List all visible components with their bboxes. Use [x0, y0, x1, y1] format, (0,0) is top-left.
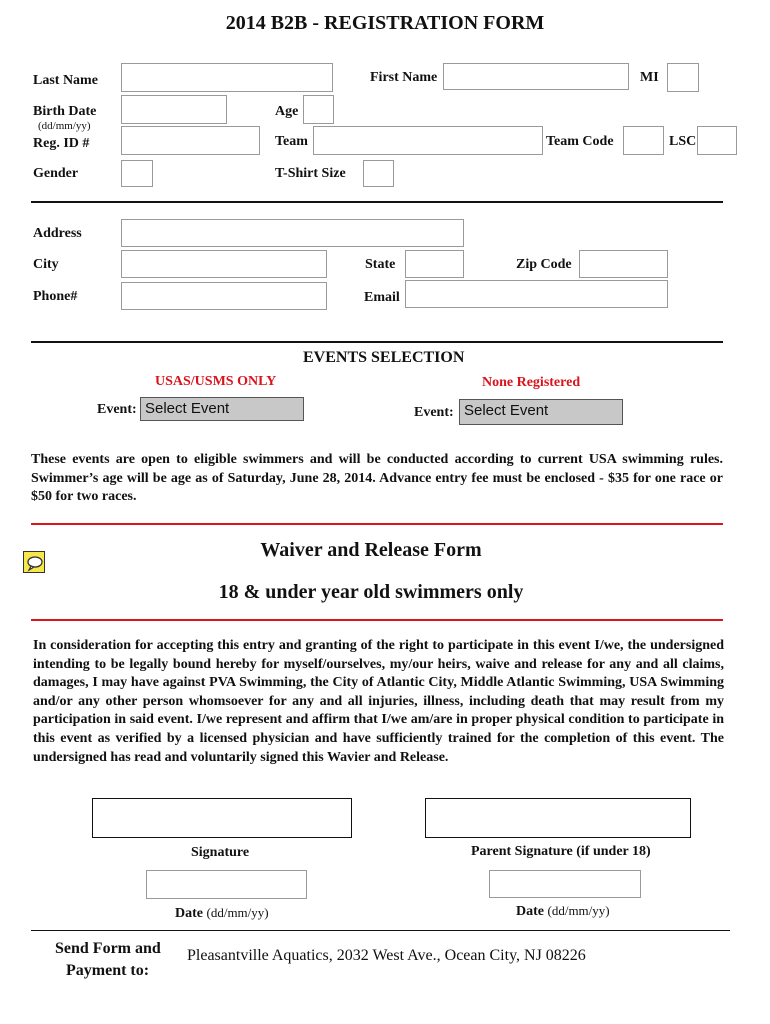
waiver-text: In consideration for accepting this entry and granting of the right to participate in this event I/we, the undersigned intending to be legally bound hereby for myself/ourselves, my/our heirs, waive and release for any and all claims, damages, I may have against PVA Swimming, the City of Atlantic City, Middle Atlantic Swimming, USA Swimming and/or any other person whomsoever for any and all injuries, illness, including death that may result from my participation in said event. I/we represent and affirm that I/we am/are in proper physical condition to participate in this event as verified by a licensed physician and have sufficiently trained for the completion of this event. The undersigned has read and voluntarily signed this Wavier and Release. — [33, 638, 724, 765]
reg-id-field[interactable] — [121, 126, 260, 155]
event-select-left[interactable]: Select Event — [140, 397, 304, 421]
event-label-left: Event: — [97, 402, 137, 417]
age-field[interactable] — [303, 95, 334, 124]
team-field[interactable] — [313, 126, 543, 155]
state-field[interactable] — [405, 250, 464, 278]
last-name-field[interactable] — [121, 63, 333, 92]
tshirt-size-label: T-Shirt Size — [275, 166, 346, 181]
team-code-field[interactable] — [623, 126, 664, 155]
first-name-label: First Name — [370, 70, 438, 85]
date-label-text: Date — [175, 906, 203, 921]
zip-code-label: Zip Code — [516, 257, 572, 272]
email-field[interactable] — [405, 280, 668, 308]
waiver-subtitle: 18 & under year old swimmers only — [218, 581, 524, 603]
tshirt-size-field[interactable] — [363, 160, 394, 187]
send-form-line-2: Payment to: — [66, 962, 150, 979]
divider-2 — [31, 341, 723, 343]
form-title: 2014 B2B - REGISTRATION FORM — [225, 12, 545, 34]
birth-date-field[interactable] — [121, 95, 227, 124]
reg-id-label: Reg. ID # — [33, 136, 90, 151]
events-note: These events are open to eligible swimmers and will be conducted according to current USA swimming rules. Swimmer’s age will be age as of Saturday, June 28, 2014. Advance entry fee must be enclosed - $35 for one race or $50 for two races. — [31, 452, 723, 505]
city-field[interactable] — [121, 250, 327, 278]
lsc-label: LSC — [669, 134, 697, 149]
parent-date-format-text: (dd/mm/yy) — [547, 903, 610, 918]
signature-date-label — [175, 905, 269, 922]
zip-code-field[interactable] — [579, 250, 668, 278]
phone-label: Phone# — [33, 289, 78, 304]
city-label: City — [33, 257, 59, 272]
event-select-right[interactable]: Select Event — [459, 399, 623, 425]
parent-date-label-text: Date — [516, 904, 544, 919]
waiver-title: Waiver and Release Form — [260, 539, 482, 561]
birth-date-format: (dd/mm/yy) — [38, 120, 91, 132]
team-label: Team — [275, 134, 308, 149]
first-name-field[interactable] — [443, 63, 629, 90]
date-format-text: (dd/mm/yy) — [206, 905, 269, 920]
parent-signature-label: Parent Signature (if under 18) — [471, 844, 651, 859]
lsc-field[interactable] — [697, 126, 737, 155]
phone-field[interactable] — [121, 282, 327, 310]
address-label: Address — [33, 226, 82, 241]
event-label-right: Event: — [414, 405, 454, 420]
parent-signature-box[interactable] — [425, 798, 691, 838]
mi-label: MI — [640, 70, 659, 85]
send-form-line-1: Send Form and — [55, 940, 161, 957]
state-label: State — [365, 257, 396, 272]
signature-date-field[interactable] — [146, 870, 307, 899]
mi-field[interactable] — [667, 63, 699, 92]
gender-field[interactable] — [121, 160, 153, 187]
gender-label: Gender — [33, 166, 79, 181]
mailing-address: Pleasantville Aquatics, 2032 West Ave., Ocean City, NJ 08226 — [187, 947, 586, 964]
red-divider-1 — [31, 523, 723, 525]
usas-usms-only-label: USAS/USMS ONLY — [155, 374, 277, 389]
team-code-label: Team Code — [546, 134, 614, 149]
signature-box[interactable] — [92, 798, 352, 838]
divider-1 — [31, 201, 723, 203]
signature-label: Signature — [191, 845, 250, 860]
red-divider-2 — [31, 619, 723, 621]
birth-date-label: Birth Date — [33, 104, 97, 119]
age-label: Age — [275, 104, 299, 119]
email-label: Email — [364, 290, 400, 305]
none-registered-label: None Registered — [482, 375, 581, 390]
divider-3 — [31, 930, 730, 931]
parent-signature-date-field[interactable] — [489, 870, 641, 898]
last-name-label: Last Name — [33, 73, 98, 88]
parent-date-label — [516, 903, 610, 920]
events-heading: EVENTS SELECTION — [303, 349, 465, 366]
address-field[interactable] — [121, 219, 464, 247]
